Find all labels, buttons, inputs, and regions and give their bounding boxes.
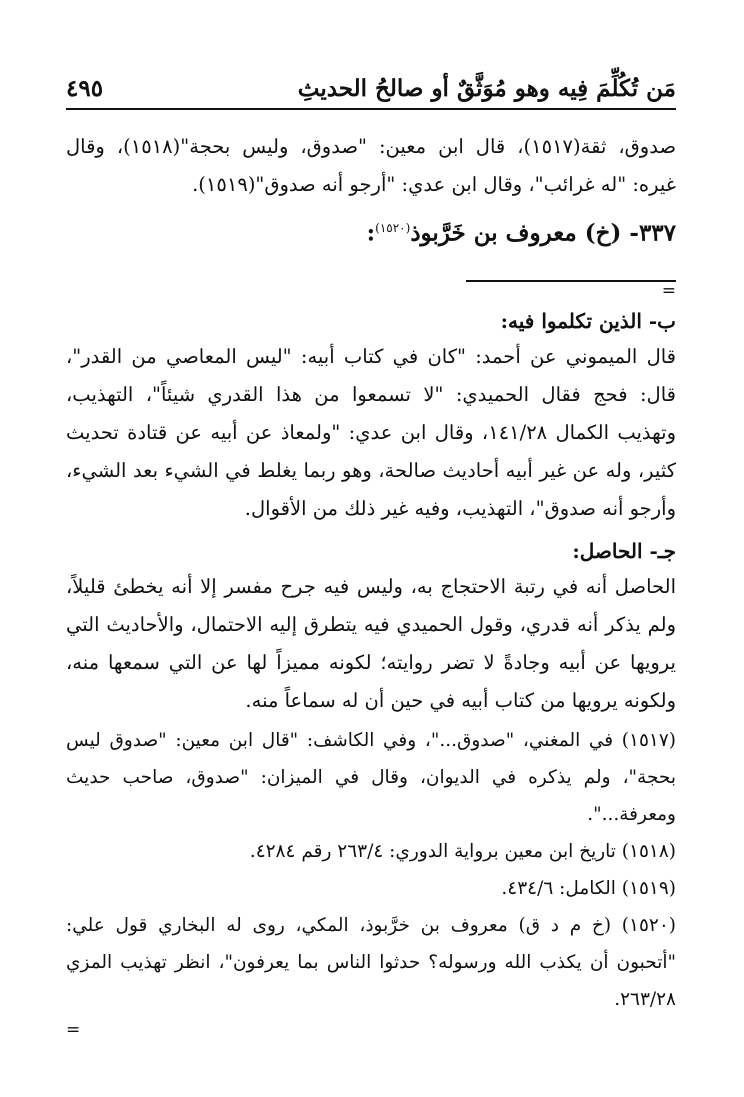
section-c-heading: جـ- الحاصل: bbox=[572, 538, 676, 563]
footnote-1519: (١٥١٩) الكامل: ٤٣٤/٦. bbox=[501, 877, 676, 899]
running-header bbox=[66, 66, 676, 102]
section-b-heading: ب- الذين تكلموا فيه: bbox=[500, 308, 676, 333]
page-body bbox=[66, 128, 676, 1018]
separator-rule bbox=[466, 280, 676, 282]
entry-heading bbox=[66, 208, 676, 254]
running-title: مَن تُكُلِّمَ فِيه وهو مُوَثَّقٌ أو صالحُ الحديثِ bbox=[297, 75, 676, 102]
entry-code: (خ) bbox=[584, 219, 622, 247]
intro-paragraph: صدوق، ثقة(١٥١٧)، قال ابن معين: "صدوق، وليس بحجة"(١٥١٨)، وقال غيره: "له غرائب"، وقال ابن عدي: "أرجو أنه صدوق"(١٥١٩). bbox=[66, 135, 677, 196]
page-number: ٤٩٥ bbox=[66, 75, 104, 102]
section-c-text: الحاصل أنه في رتبة الاحتجاج به، وليس فيه جرح مفسر إلا أنه يخطئ قليلاً، ولم يذكر أنه قدري، وقول الحميدي فيه يتطرق إليه الاحتمال، والأحاديث التي يرويها عن أبيه وجادةً لا تضر روايته؛ لكونه مميزاً لها عن التي سمعها منه، ولكونه يرويها من كتاب أبيه في حين أن له سماعاً منه. bbox=[66, 574, 676, 712]
footnote-1520: (١٥٢٠) (خ م د ق) معروف بن خرَّبوذ، المكي، روى له البخاري قول علي: "أتحبون أن يكذب الله ورسوله؟ حدثوا الناس بما يعرفون"، انظر تهذيب المزي ٢٦٣/٢٨. bbox=[66, 914, 676, 1010]
footnote-1518: (١٥١٨) تاريخ ابن معين برواية الدوري: ٢٦٣/٤ رقم ٤٢٨٤. bbox=[249, 840, 676, 862]
end-mark: = bbox=[66, 1020, 81, 1040]
entry-suffix: : bbox=[366, 219, 376, 247]
footnotes bbox=[66, 722, 676, 1018]
entry-name: معروف بن خَرَّبوذ bbox=[410, 219, 577, 247]
entry-number: ٣٣٧- bbox=[629, 219, 676, 247]
header-rule bbox=[66, 108, 676, 110]
footnote-1517: (١٥١٧) في المغني، "صدوق..."، وفي الكاشف: "قال ابن معين: "صدوق ليس بحجة"، ولم يذكره في الديوان، وقال في الميزان: "صدوق، صاحب حديث ومعرفة...". bbox=[66, 729, 676, 825]
separator-mark: = bbox=[661, 280, 676, 301]
section-b-text: قال الميموني عن أحمد: "كان في كتاب أبيه: "ليس المعاصي من القدر"، قال: فحج فقال الحميدي: "لا تسمعوا من هذا القدري شيئاً"، التهذيب، وتهذيب الكمال ١٤١/٢٨، وقال ابن عدي: "ولمعاذ عن أبيه عن قتادة تحديث كثير، وله عن غير أبيه أحاديث صالحة، وهو ربما يغلط في الشيء بعد الشيء، وأرجو أنه صدوق"، التهذيب، وفيه غير ذلك من الأقوال. bbox=[66, 344, 676, 520]
entry-footnote-ref: (١٥٢٠) bbox=[375, 221, 411, 235]
